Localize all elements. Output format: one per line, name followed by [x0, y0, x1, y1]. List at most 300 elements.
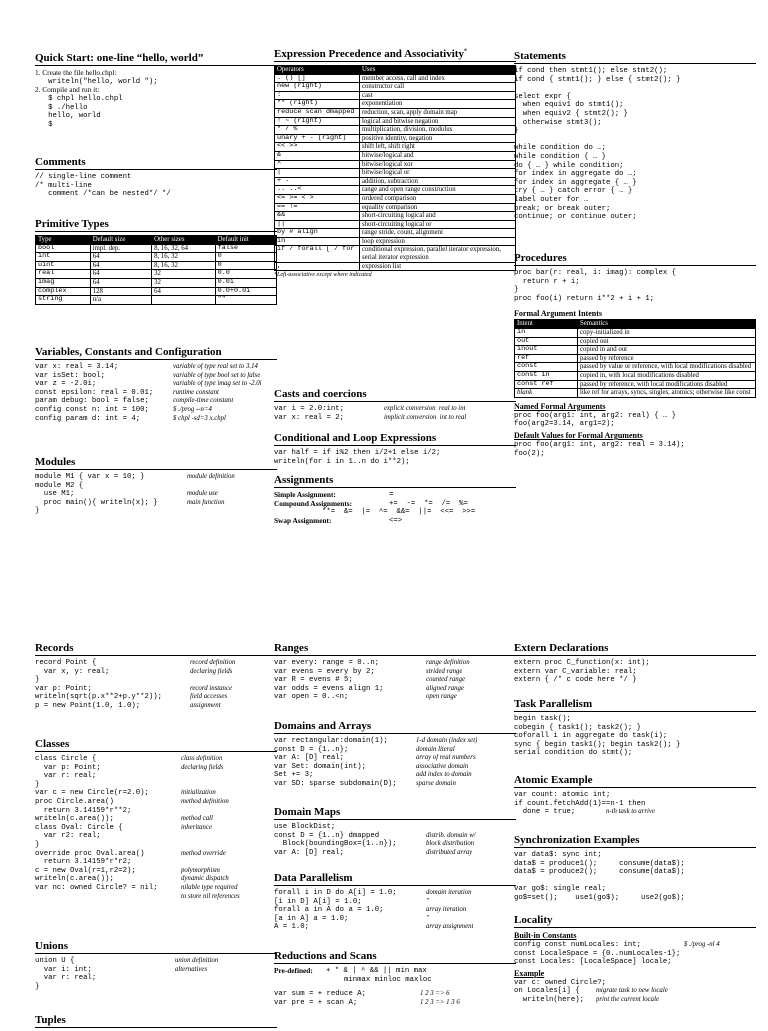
assign-compound-ops2: **= &= |= ^= &&= ||= <<= >>= [322, 508, 476, 517]
dpar-row [274, 906, 516, 915]
domains-list [274, 737, 516, 789]
domain-code: var rectangular:domain(1); [274, 737, 388, 745]
primitive-cell: 8, 16, 32 [152, 261, 216, 270]
intent-cell: copied in, with local modifications disabled [578, 371, 756, 380]
reduct-predef-row [274, 967, 516, 976]
module-code: use M1; [35, 490, 75, 499]
example-row [514, 979, 756, 988]
class-row [35, 781, 277, 790]
precedence-row [275, 134, 516, 143]
domain-row [274, 746, 516, 755]
precedence-row [275, 143, 516, 152]
proc-code: proc bar(r: real, i: imag): complex { return r + i; } proc foo(i) return i**2 + i + 1; [514, 269, 677, 303]
class-code: var r: real; [35, 772, 97, 781]
modules-title: Modules [35, 456, 277, 470]
module-code: module M2 { [35, 481, 84, 490]
primitive-row [36, 261, 277, 270]
casts-section [274, 388, 516, 422]
assign-compound-label: Compound Assignments: [274, 498, 353, 508]
precedence-cell: : [275, 91, 360, 100]
intent-row [515, 354, 756, 363]
builtin-code: const Locales: [LocaleSpace] locale; [514, 958, 672, 967]
cast-row [274, 405, 516, 414]
dmap-note: block distribution [426, 840, 475, 848]
var-code: var isSet: bool; [35, 371, 106, 380]
range-row [274, 685, 516, 694]
tuples-section [35, 1014, 277, 1031]
precedence-note: *Left-associative except where indicated [274, 272, 372, 279]
class-code: writeln(c.area()); [35, 875, 114, 884]
assign-swap-row [274, 517, 516, 526]
dpar-section [274, 872, 516, 932]
class-note: initialization [181, 789, 216, 797]
precedence-cell: multiplication, division, modulus [360, 126, 516, 135]
reduct-note: 1 2 3 => 6 [420, 990, 450, 998]
class-code: class Circle { [35, 755, 97, 763]
unions-section [35, 940, 277, 991]
primitive-row [36, 287, 277, 296]
domain-row [274, 754, 516, 763]
example-code: writeln(here); [514, 995, 585, 1004]
intents-table [514, 319, 756, 397]
union-row [35, 974, 277, 983]
range-note: range definition [426, 659, 470, 666]
primitive-cell: impl. dep. [90, 244, 151, 253]
intent-row [515, 371, 756, 380]
assign-swap-ops: <=> [389, 516, 403, 525]
intent-cell: out [515, 337, 578, 346]
dmap-note: distrib. domain w/ [426, 831, 476, 839]
precedence-title [274, 48, 516, 62]
assign-compound-ops: += -= *= /= %= [389, 499, 468, 508]
primitive-row [36, 296, 277, 305]
primitive-cell: 64 [90, 270, 151, 279]
precedence-cell: constructor call [360, 83, 516, 92]
domain-note: 1-d domain (index set) [416, 737, 478, 744]
record-note: assignment [190, 701, 221, 709]
modules-section [35, 456, 277, 516]
primitive-cell: string [36, 296, 91, 305]
var-note: runtime constant [173, 388, 219, 396]
union-code: var r: real; [35, 974, 97, 983]
var-row [35, 363, 277, 372]
class-row [35, 798, 277, 807]
cond-code: var half = if i%2 then i/2+1 else i/2; writeln(for i in 1..n do i**2); [274, 449, 441, 466]
proc-title: Procedures [514, 252, 756, 266]
class-code: proc Circle.area() [35, 797, 114, 806]
module-code: } [35, 507, 40, 516]
unions-title: Unions [35, 940, 277, 954]
var-note: $ chpl -sd=3 x.chpl [173, 414, 226, 422]
union-code: } [35, 982, 40, 991]
record-note: record instance [190, 684, 232, 692]
intent-cell: copied out [578, 337, 756, 346]
var-note: $ ./prog --n=4 [173, 405, 212, 413]
example-row [514, 996, 756, 1005]
primitive-cell: int [36, 253, 91, 262]
record-row [35, 668, 277, 677]
class-code: return 3.14159*r**2; [35, 806, 132, 815]
intent-header: Semantics [578, 320, 756, 329]
class-row [35, 789, 277, 798]
vars-section [35, 346, 277, 423]
union-row [35, 957, 277, 966]
reduct-predef-row2 [274, 976, 516, 985]
primitive-cell: 0.0 [215, 270, 276, 279]
class-note: to store nil references [181, 892, 240, 900]
intent-cell: const [515, 363, 578, 372]
precedence-cell: addition, subtraction [360, 177, 516, 186]
cast-code: var x: real = 2; [274, 413, 345, 422]
classes-title: Classes [35, 738, 277, 752]
range-note: open range [426, 693, 457, 701]
precedence-cell: bitwise/logical or [360, 169, 516, 178]
record-row [35, 693, 277, 702]
primitive-section [35, 218, 277, 305]
ranges-title: Ranges [274, 642, 516, 656]
dpar-code: A = 1.0; [274, 923, 310, 932]
primitive-cell: 32 [152, 278, 216, 287]
assign-simple-label: Simple Assignment: [274, 490, 336, 499]
quickstart-title: Quick Start: one-line “hello, world” [35, 52, 277, 66]
domain-note: add index to domain [416, 771, 472, 779]
precedence-cell: reduction, scan, apply domain map [360, 108, 516, 117]
class-row [35, 815, 277, 824]
primitive-table [35, 235, 277, 305]
primitive-cell: 64 [90, 253, 151, 262]
assign-compound-row [274, 500, 516, 509]
precedence-cell: ** (right) [275, 100, 360, 109]
builtin-row [514, 958, 756, 967]
range-code: var odds = evens align 1; [274, 684, 384, 693]
primitive-row [36, 253, 277, 262]
precedence-cell: bitwise/logical xor [360, 160, 516, 169]
intent-cell: in [515, 328, 578, 337]
column-1 [35, 0, 277, 1024]
stmt-section [514, 50, 756, 222]
var-row [35, 389, 277, 398]
class-row [35, 884, 277, 893]
atomic-code: var count: atomic int; if count.fetchAdd(1)==n-1 then done = true; [514, 791, 646, 817]
dpar-note: domain iteration [426, 889, 472, 896]
column-2 [274, 0, 516, 1024]
intent-cell: passed by reference [578, 354, 756, 363]
class-code: var r2: real; [35, 832, 101, 841]
class-note: inheritance [181, 823, 212, 831]
precedence-cell: equality comparison [360, 203, 516, 212]
comments-title: Comments [35, 156, 277, 170]
range-note: counted range [426, 676, 466, 684]
locality-section [514, 914, 756, 1005]
primitive-cell: uint [36, 261, 91, 270]
precedence-cell: expression list [360, 262, 516, 271]
domains-title: Domains and Arrays [274, 720, 516, 734]
primitive-header: Other sizes [152, 236, 216, 245]
primitive-row [36, 244, 277, 253]
primitive-cell: 32 [152, 270, 216, 279]
precedence-cell: loop expression [360, 237, 516, 246]
precedence-cell: shift left, shift right [360, 143, 516, 152]
precedence-cell: ! ~ (right) [275, 117, 360, 126]
domain-note: domain literal [416, 745, 455, 753]
reduct-list [274, 990, 516, 1007]
example-row [514, 987, 756, 996]
dmap-code: var A: [D] real; [274, 848, 345, 857]
example-note: print the current locale [596, 995, 659, 1003]
domain-row [274, 771, 516, 780]
modules-list [35, 473, 277, 516]
record-note: record definition [190, 659, 236, 666]
union-code: union U { [35, 957, 75, 965]
range-code: var R = evens # 5; [274, 676, 353, 685]
comments-code: // single-line comment /* multi-line comment /*can be nested*/ */ [35, 173, 171, 199]
classes-list [35, 755, 277, 901]
record-row [35, 659, 277, 668]
precedence-cell: reduce scan dmapped [275, 108, 360, 117]
precedence-cell: positive identity, negation [360, 134, 516, 143]
primitive-cell: real [36, 270, 91, 279]
primitive-cell: 0.0+0.0i [215, 287, 276, 296]
precedence-cell: == != [275, 203, 360, 212]
range-code: var evens = every by 2; [274, 667, 375, 676]
primitive-cell: 8, 16, 32 [152, 253, 216, 262]
intent-row [515, 380, 756, 389]
example-code: on Locales[i] { [514, 987, 580, 996]
primitive-cell: 128 [90, 287, 151, 296]
cast-row [274, 414, 516, 423]
intent-cell: inout [515, 346, 578, 355]
precedence-row [275, 108, 516, 117]
named-title: Named Formal Arguments [514, 401, 606, 411]
cast-note: implicit conversion int to real [384, 413, 467, 421]
reduct-code: var pre = + scan A; [274, 998, 358, 1007]
reduct-predef-ops: + * & | ^ && || min max [326, 967, 427, 975]
var-note: variable of type imag set to -2.0i [173, 380, 262, 388]
records-title: Records [35, 642, 277, 656]
dmaps-title: Domain Maps [274, 806, 516, 820]
precedence-cell: conditional expression, parallel iterator expression, serial iterator expression [360, 246, 516, 262]
var-row [35, 406, 277, 415]
module-row [35, 482, 277, 491]
precedence-row [275, 203, 516, 212]
assign-swap-label: Swap Assignment: [274, 515, 332, 525]
record-row [35, 676, 277, 685]
precedence-cell: ^ [275, 160, 360, 169]
domain-row [274, 780, 516, 789]
dpar-note: array iteration [426, 906, 467, 914]
class-code: return 3.14159*r*r2; [35, 858, 132, 867]
range-code: var every: range = 0..n; [274, 659, 380, 667]
locality-title: Locality [514, 914, 756, 928]
primitive-cell: 0.0i [215, 278, 276, 287]
atomic-section [514, 774, 756, 817]
dpar-code: [i in D] A[i] = 1.0; [274, 897, 362, 906]
precedence-header: Uses [360, 66, 516, 75]
precedence-cell: exponentiation [360, 100, 516, 109]
sync-title: Synchronization Examples [514, 834, 756, 848]
primitive-cell: n/a [90, 296, 151, 305]
dmap-note: distributed array [426, 848, 473, 856]
primitive-row [36, 278, 277, 287]
vars-list [35, 363, 277, 423]
dpar-note: " [426, 914, 429, 922]
class-row [35, 858, 277, 867]
unions-list [35, 957, 277, 991]
range-row [274, 676, 516, 685]
atomic-title: Atomic Example [514, 774, 756, 788]
range-note: aligned range [426, 684, 464, 692]
builtin-row [514, 950, 756, 959]
dpar-row [274, 889, 516, 898]
intent-cell: const in [515, 371, 578, 380]
precedence-cell: || [275, 220, 360, 229]
intent-cell: blank [515, 389, 578, 398]
casts-list [274, 405, 516, 422]
class-row [35, 772, 277, 781]
union-row [35, 983, 277, 992]
dmaps-list [274, 823, 516, 857]
precedence-star: * [463, 48, 467, 55]
class-row [35, 832, 277, 841]
classes-section [35, 738, 277, 901]
primitive-cell: false [215, 244, 276, 253]
casts-title: Casts and coercions [274, 388, 516, 402]
precedence-header: Operators [275, 66, 360, 75]
record-code: var x, y: real; [35, 667, 110, 676]
column-3 [514, 0, 756, 1024]
class-row [35, 841, 277, 850]
var-row [35, 372, 277, 381]
primitive-title: Primitive Types [35, 218, 277, 232]
var-row [35, 415, 277, 424]
intent-row [515, 328, 756, 337]
domain-note: sparse domain [416, 779, 456, 787]
extern-title: Extern Declarations [514, 642, 756, 656]
precedence-row [275, 262, 516, 271]
record-note: declaring fields [190, 667, 233, 675]
primitive-row [36, 270, 277, 279]
primitive-cell: complex [36, 287, 91, 296]
class-code: } [35, 840, 40, 849]
range-row [274, 693, 516, 702]
precedence-table [274, 65, 516, 271]
var-note: compile-time constant [173, 397, 234, 405]
precedence-cell: new (right) [275, 83, 360, 92]
class-row [35, 850, 277, 859]
intent-cell: passed by value or reference, with local modifications disabled [578, 363, 756, 372]
union-note: union definition [175, 957, 219, 964]
primitive-cell: 0 [215, 253, 276, 262]
domain-code: Set += 3; [274, 771, 314, 780]
precedence-cell: , [275, 262, 360, 271]
qs-step1: 1. Create the file hello.chpl: [35, 68, 117, 77]
builtin-row [514, 941, 756, 950]
precedence-row [275, 169, 516, 178]
domain-note: associative domain [416, 762, 469, 770]
module-note: module use [187, 490, 218, 498]
qs-step1-code: writeln("hello, world "); [35, 77, 158, 86]
builtin-list [514, 941, 756, 967]
extern-code: extern proc C_function(x: int); extern var C_variable: real; extern { /* c code here */ } [514, 659, 650, 685]
precedence-cell: * / % [275, 126, 360, 135]
domain-code: var Set: domain(int); [274, 762, 366, 771]
var-code: config const n: int = 100; [35, 405, 149, 414]
cond-section [274, 432, 516, 466]
precedence-row [275, 194, 516, 203]
primitive-cell: 8, 16, 32, 64 [152, 244, 216, 253]
builtin-title: Built-in Constants [514, 931, 577, 940]
dpar-row [274, 915, 516, 924]
precedence-section [274, 48, 516, 278]
task-section [514, 698, 756, 758]
dpar-note: array assignment [426, 923, 474, 931]
example-code: var c: owned Circle?; [514, 978, 606, 987]
class-note: method definition [181, 797, 229, 805]
dmap-code: const D = {1..n} dmapped [274, 831, 380, 840]
named-code: proc foo(arg1: int, arg2: real) { … } foo(arg2=3.14, arg1=2); [514, 411, 677, 429]
proc-section [514, 252, 756, 458]
example-note: migrate task to new locale [596, 987, 668, 995]
dmap-row [274, 840, 516, 849]
var-code: var z = -2.0i; [35, 380, 97, 389]
intents-title: Formal Argument Intents [514, 309, 602, 319]
primitive-cell [152, 296, 216, 305]
sync-code: var data$: sync int; data$ = produce1(); consume(data$); data$ = produce2(); consume(data$); var go$: single real; go$=set(); use1(go$); use2(go$); [514, 851, 685, 902]
range-row [274, 659, 516, 668]
dpar-row [274, 923, 516, 932]
builtin-code: config const numLocales: int; [514, 941, 641, 949]
primitive-cell: bool [36, 244, 91, 253]
module-row [35, 507, 277, 516]
precedence-row [275, 177, 516, 186]
module-row [35, 490, 277, 499]
reduct-row [274, 990, 516, 999]
class-code [35, 893, 181, 902]
intent-row [515, 363, 756, 372]
class-code: var nc: owned Circle? = nil; [35, 883, 158, 892]
primitive-cell: "" [215, 296, 276, 305]
precedence-cell: if / forall [ / for [275, 246, 360, 262]
var-row [35, 397, 277, 406]
primitive-cell: imag [36, 278, 91, 287]
reduct-title: Reductions and Scans [274, 950, 516, 964]
precedence-cell: in [275, 237, 360, 246]
reduct-predef-ops2: minmax minloc maxloc [344, 975, 432, 984]
dpar-code: [a in A] a = 1.0; [274, 914, 349, 923]
intent-cell: like ref for arrays, syncs, singles, atomics; otherwise like const [578, 389, 756, 398]
class-row [35, 867, 277, 876]
primitive-header: Type [36, 236, 91, 245]
record-note: field accesses [190, 693, 228, 701]
records-list [35, 659, 277, 711]
dpar-list [274, 889, 516, 932]
default-title: Default Values for Formal Arguments [514, 430, 643, 440]
union-note: alternatives [175, 965, 208, 973]
module-code: proc main(){ writeln(x); } [35, 498, 158, 507]
default-code: proc foo(arg1: int, arg2: real = 3.14); foo(2); [514, 440, 685, 458]
domain-row [274, 763, 516, 772]
example-title: Example [514, 968, 545, 978]
precedence-cell: cast [360, 91, 516, 100]
intent-cell: passed by reference, with local modifications disabled [578, 380, 756, 389]
precedence-cell: bitwise/logical and [360, 151, 516, 160]
primitive-header: Default init [215, 236, 276, 245]
reduct-note: 1 2 3 => 1 3 6 [420, 998, 460, 1006]
record-code: var p: Point; [35, 684, 92, 693]
dmap-row [274, 823, 516, 832]
record-code: } [35, 676, 40, 685]
intent-cell: ref [515, 354, 578, 363]
